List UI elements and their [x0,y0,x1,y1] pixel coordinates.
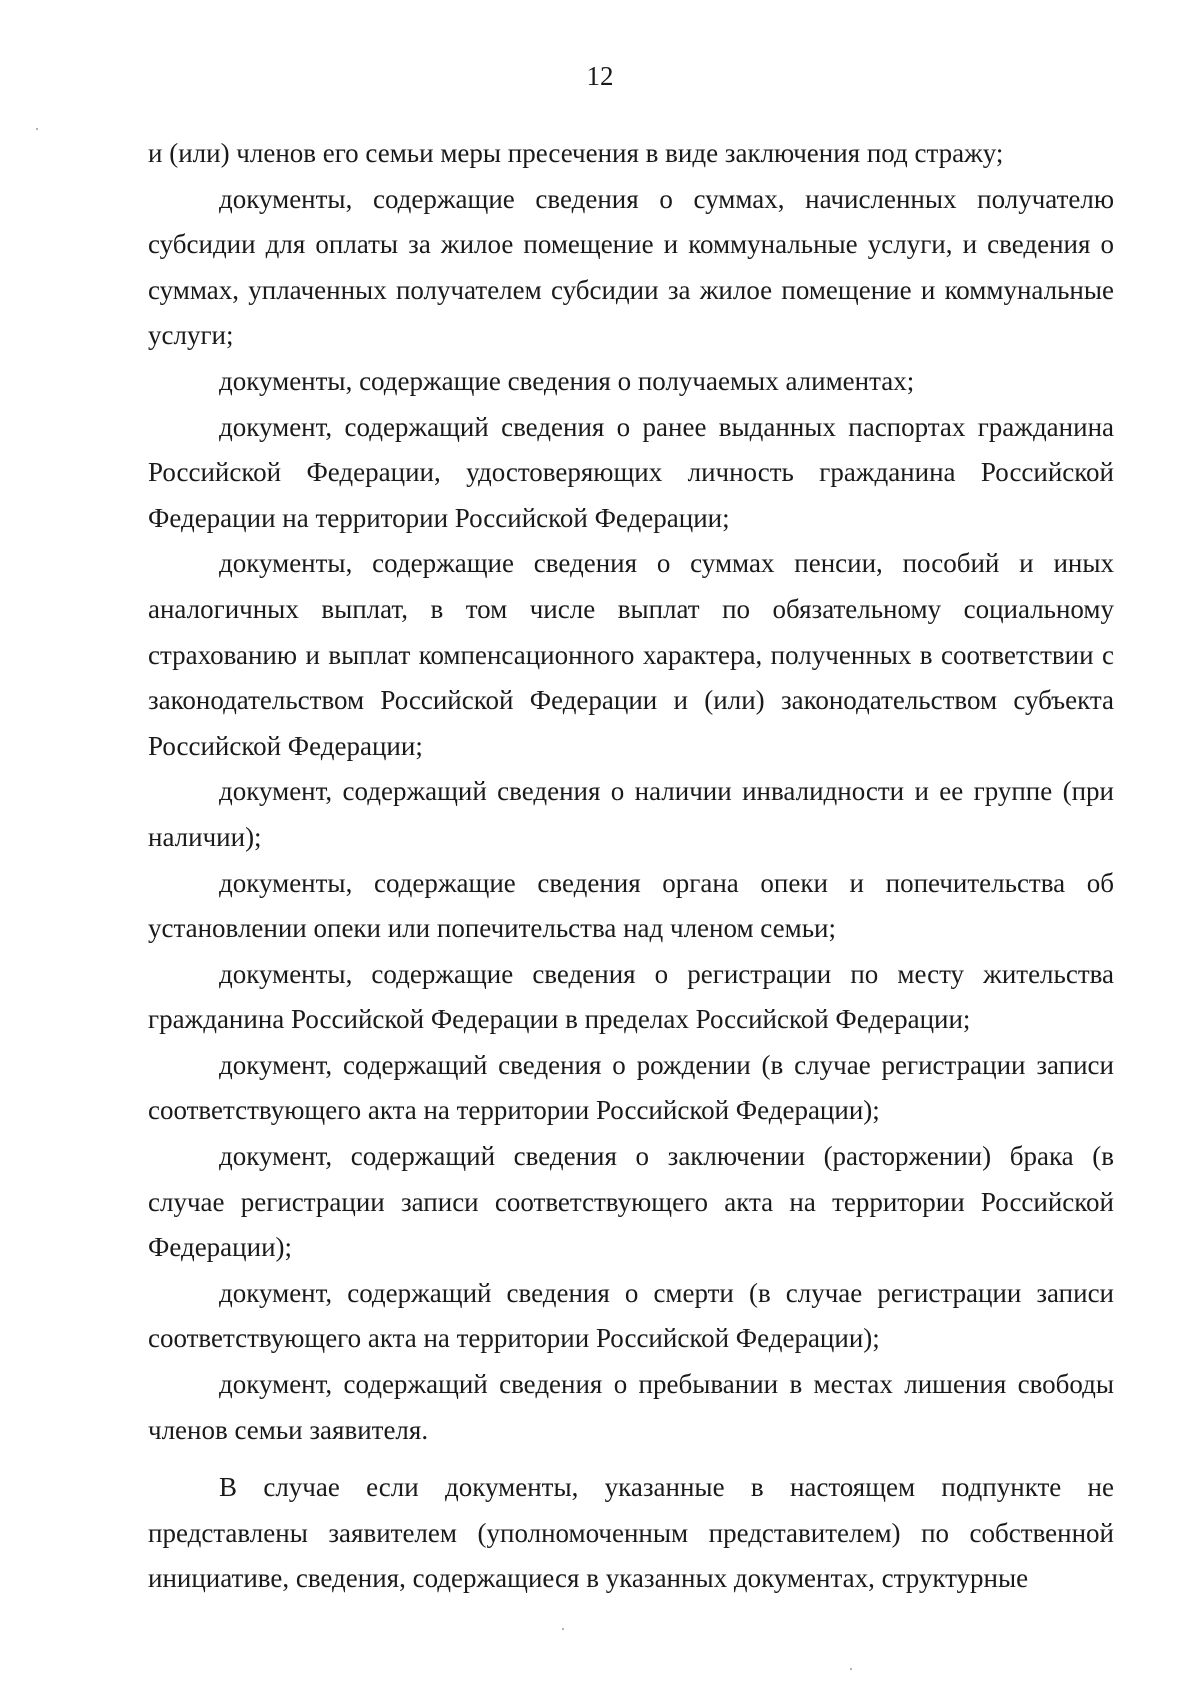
paragraph-pensions: документы, содержащие сведения о суммах пенсии, пособий и иных аналогичных выплат, в том числе выплат по обязательному социальному страхованию и выплат компенсационного характера, полученных в соответствии с законодательством Российской Федерации и (или) законодательством субъекта Российской Федерации; [148,548,1114,761]
paragraph-passports: документ, содержащий сведения о ранее выданных паспортах гражданина Российской Федерации, удостоверяющих личность гражданина Российской Федерации на территории Российской Федерации; [148,411,1114,533]
paragraph-continuation: и (или) членов его семьи меры пресечения в виде заключения под стражу; [148,138,1004,168]
scan-speck [36,128,38,130]
page-number: 12 [586,61,614,91]
paragraph-disability: документ, содержащий сведения о наличии инвалидности и ее группе (при наличии); [148,776,1114,852]
paragraph-alimony: документы, содержащие сведения о получаемых алиментах; [219,365,915,396]
paragraph-imprisonment: документ, содержащий сведения о пребывании в местах лишения свободы членов семьи заявителя. [148,1369,1114,1445]
paragraph-death: документ, содержащий сведения о смерти (в случае регистрации записи соответствующего акта на территории Российской Федерации); [148,1277,1114,1354]
scan-speck [850,1668,852,1670]
paragraph-missing-documents: В случае если документы, указанные в настоящем подпункте не представлены заявителем (уполномоченным представителем) по собственной инициативе, сведения, содержащиеся в указанных документах, структурные [148,1472,1114,1594]
document-body [148,131,1114,1602]
paragraph-registration: документы, содержащие сведения о регистрации по месту жительства гражданина Российской Федерации в пределах Российской Федерации; [148,958,1114,1035]
paragraph-subsidy-payments: документы, содержащие сведения о суммах, начисленных получателю субсидии для оплаты за жилое помещение и коммунальные услуги, и сведения о суммах, уплаченных получателем субсидии за жилое помещение и коммунальные услуги; [148,183,1114,351]
paragraph-birth: документ, содержащий сведения о рождении (в случае регистрации записи соответствующего акта на территории Российской Федерации); [148,1049,1114,1126]
paragraph-guardianship: документы, содержащие сведения органа опеки и попечительства об установлении опеки или попечительства над членом семьи; [148,867,1114,944]
scan-speck [562,1628,564,1630]
paragraph-marriage: документ, содержащий сведения о заключении (расторжении) брака (в случае регистрации записи соответствующего акта на территории Российской Федерации); [148,1141,1114,1263]
